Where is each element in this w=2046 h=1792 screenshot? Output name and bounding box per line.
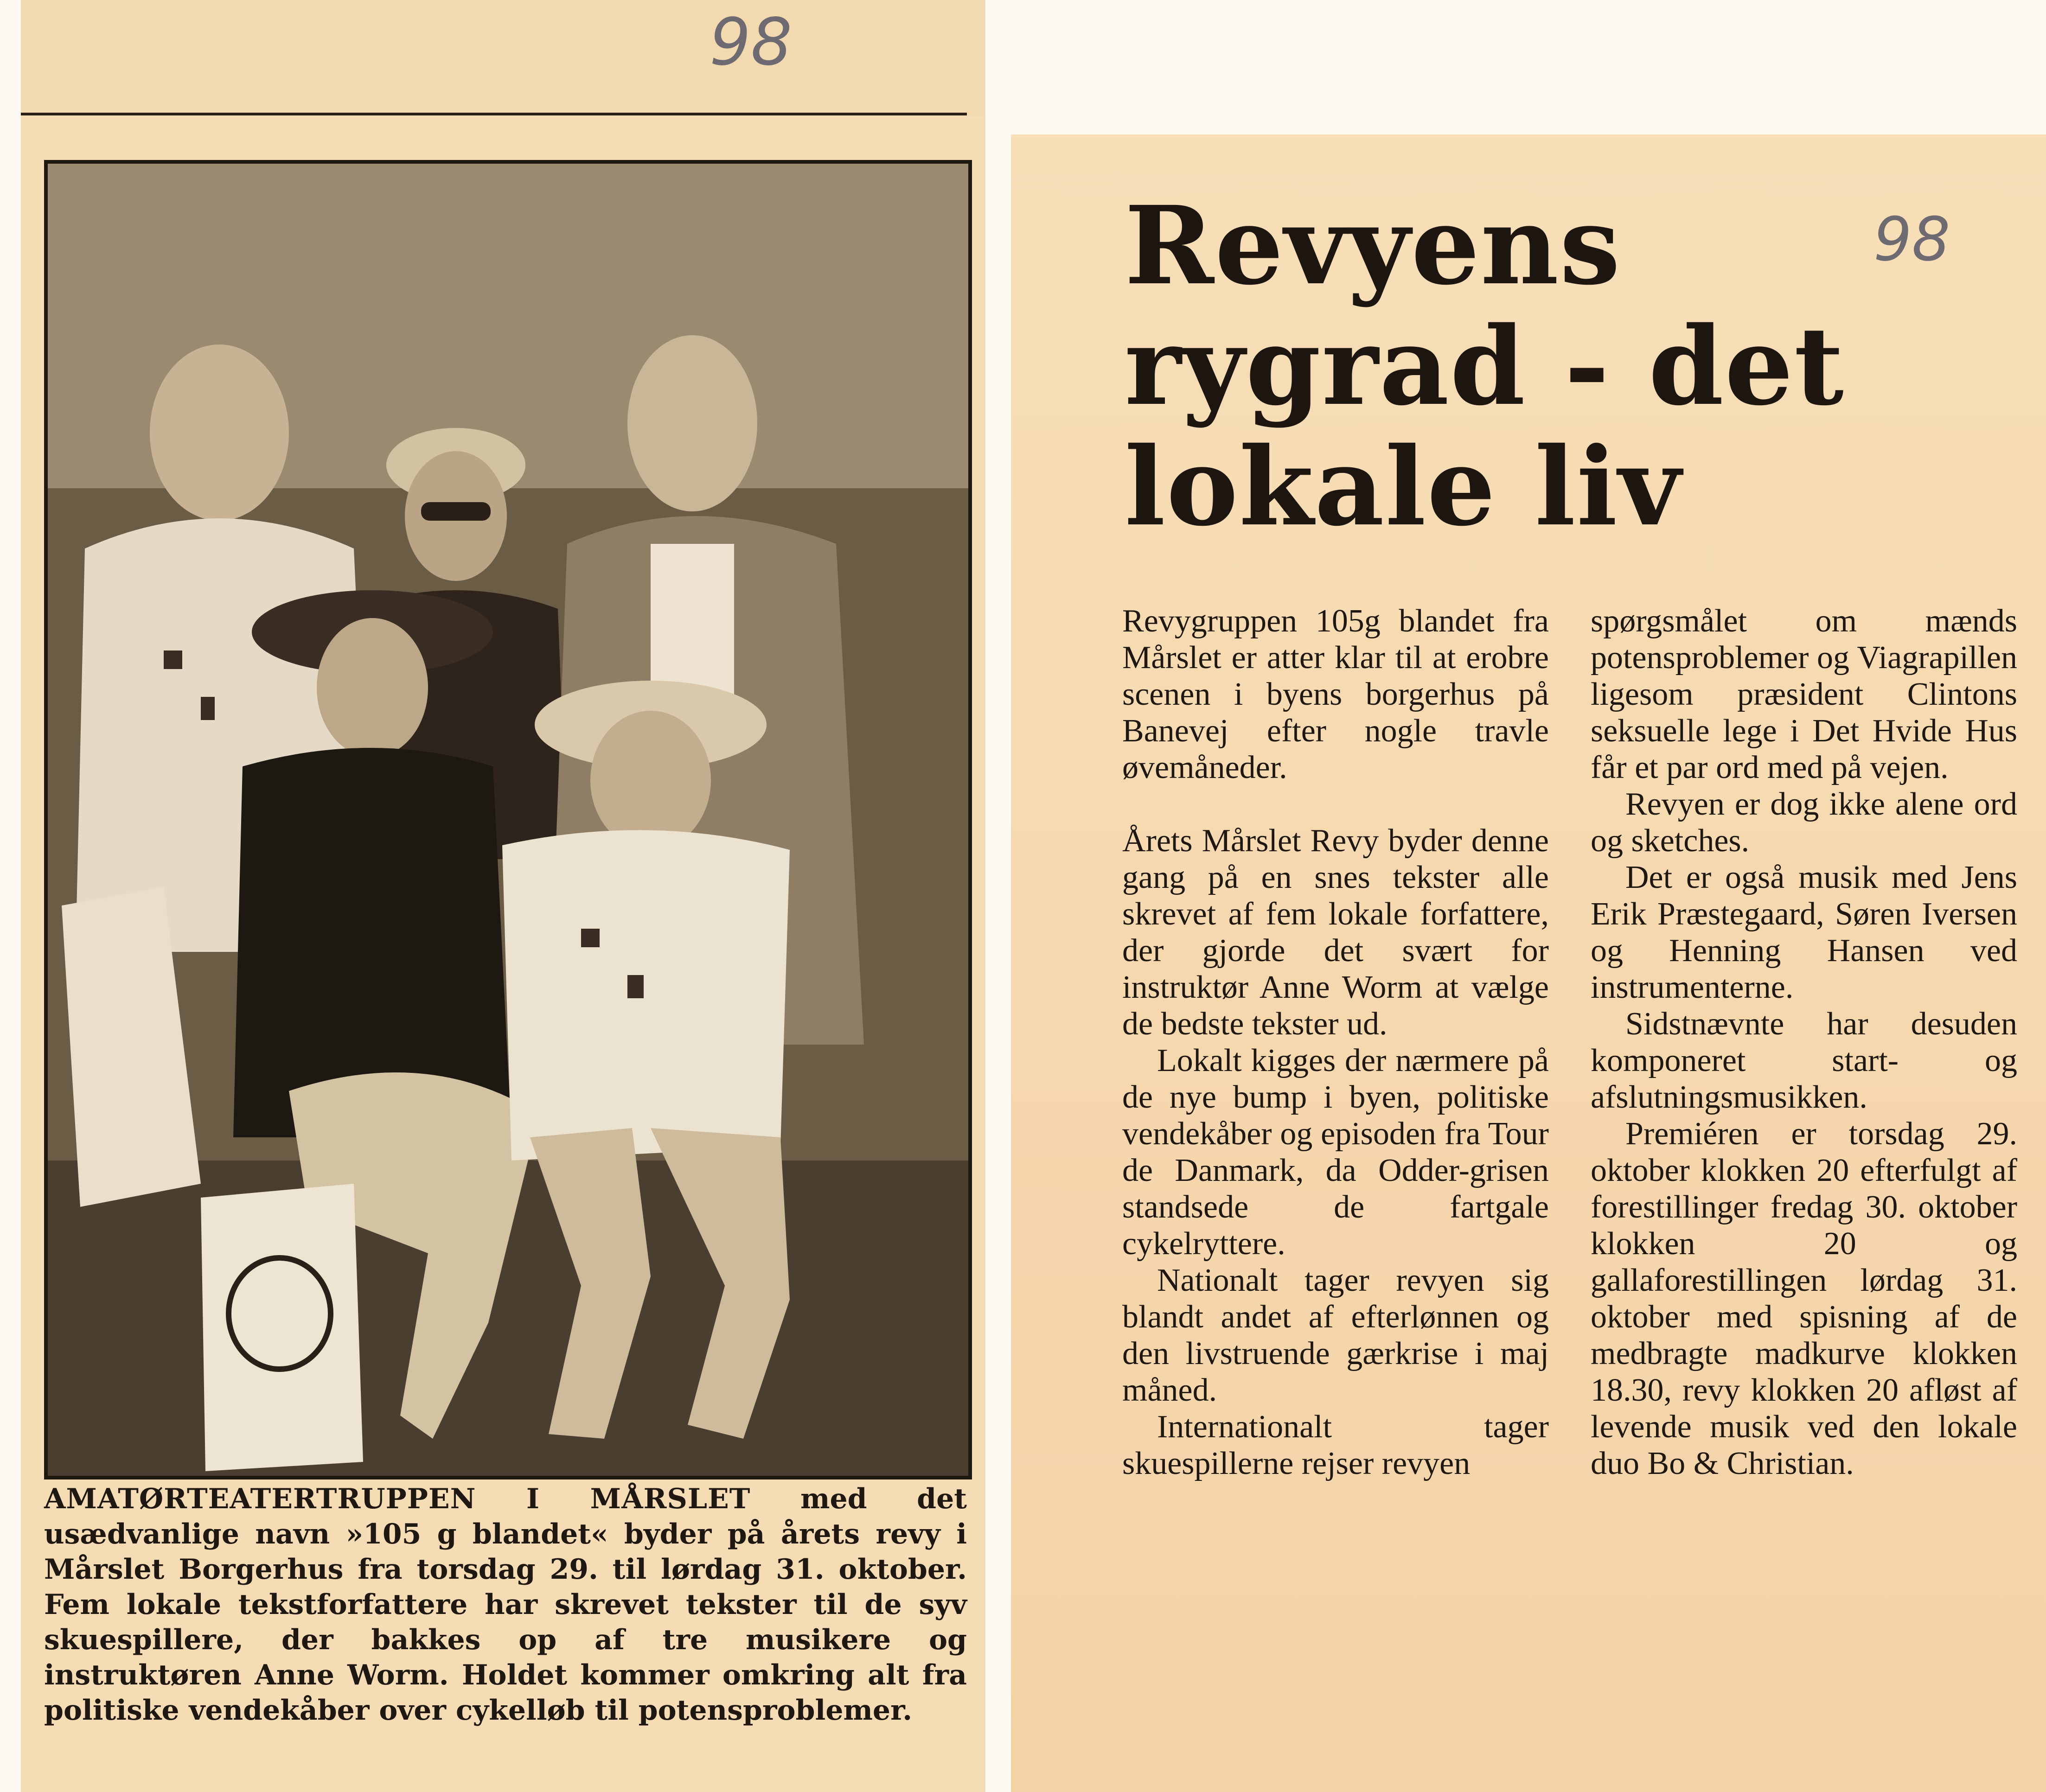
paragraph: spørgsmålet om mænds potensproblemer og Viagrapillen ligesom præsident Clintons seksuelle lege i Det Hvide Hus får et par ord med på vejen. bbox=[1591, 603, 2017, 785]
paragraph: Sidstnævnte har desuden komponeret start- og afslutningsmusikken. bbox=[1591, 1006, 2017, 1115]
paragraph: Nationalt tager revyen sig blandt andet af efterlønnen og den livstruende gærkrise i maj måned. bbox=[1122, 1263, 1549, 1408]
article-headline bbox=[1125, 182, 2006, 550]
paragraph: Årets Mårslet Revy byder denne gang på en snes tekster alle skrevet af fem lokale forfattere, der gjorde det svært for instruktør Anne Worm at vælge de bedste tekster ud. bbox=[1122, 823, 1549, 1042]
handwritten-note-right: 98 bbox=[1873, 204, 1950, 274]
caption-text: med det usædvanlige navn »105 g blandet« byder på årets revy i Mårslet Borgerhus fra torsdag 29. til lørdag 31. oktober. Fem lokale tekstforfattere har skrevet tekster til de syv skuespillere, der bakkes op af tre musikere og instruktøren Anne Worm. Holdet kommer omkring alt fra politiske vendekåber over cykelløb til potensproblemer. bbox=[44, 1483, 967, 1727]
caption-lead: AMATØRTEATERTRUPPEN I MÅRSLET bbox=[44, 1483, 751, 1515]
photo-caption bbox=[44, 1481, 967, 1728]
paragraph: Internationalt tager skuespillerne rejser revyen bbox=[1122, 1409, 1549, 1481]
paragraph: Revygruppen 105g blandet fra Mårslet er atter klar til at erobre scenen i byens borgerhus på Banevej efter nogle travle øvemåneder. bbox=[1122, 603, 1549, 785]
article-column-1 bbox=[1122, 603, 1549, 1482]
separator-rule bbox=[21, 113, 967, 115]
headline-line-2: rygrad - det bbox=[1125, 303, 1845, 429]
paragraph: Det er også musik med Jens Erik Præstegaard, Søren Iversen og Henning Hansen ved instrumenterne. bbox=[1591, 860, 2017, 1005]
paragraph: Lokalt kigges der nærmere på de nye bump i byen, politiske vendekåber og episoden fra Tour de Danmark, da Odder-grisen standsede de fartgale cykelryttere. bbox=[1122, 1043, 1549, 1262]
headline-line-3: lokale liv bbox=[1125, 423, 1682, 550]
article-column-2 bbox=[1591, 603, 2017, 1482]
handwritten-note-left: 98 bbox=[710, 5, 793, 80]
paragraph: Premiéren er torsdag 29. oktober klokken 20 efterfulgt af forestillinger fredag 30. oktober klokken 20 og gallaforestillingen lørdag 31. oktober med spisning af de medbragte madkurve klokken 18.30, revy klokken 20 afløst af levende musik ved den lokale duo Bo & Christian. bbox=[1591, 1116, 2017, 1481]
group-photo-image bbox=[48, 164, 968, 1476]
headline-line-1: Revyens bbox=[1125, 182, 1621, 309]
group-photo bbox=[44, 160, 972, 1480]
clipping-top-strip bbox=[21, 0, 985, 116]
paragraph: Revyen er dog ikke alene ord og sketches. bbox=[1591, 786, 2017, 859]
